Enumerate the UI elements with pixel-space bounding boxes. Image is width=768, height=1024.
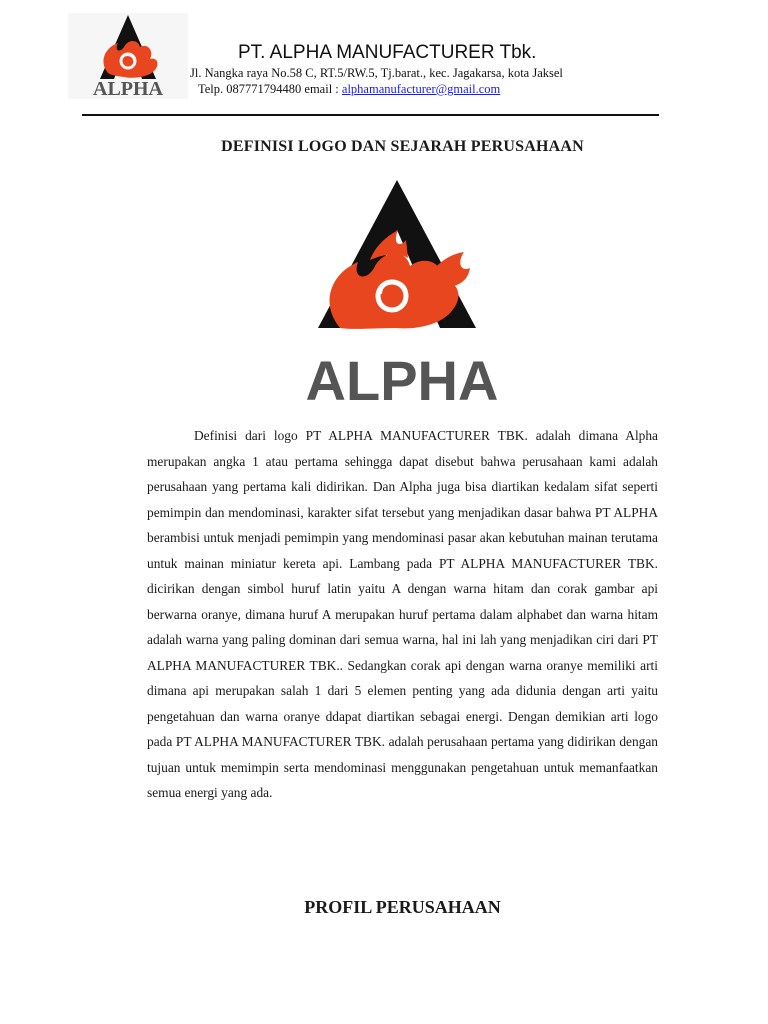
letterhead	[0, 0, 768, 120]
alpha-logo-large	[280, 178, 525, 408]
email-link[interactable]: alphamanufacturer@gmail.com	[341, 82, 501, 96]
large-logo-text: ALPHA	[305, 349, 499, 408]
phone-text: Telp. 087771794480 email :	[198, 82, 342, 96]
logo-definition-paragraph: Definisi dari logo PT ALPHA MANUFACTURER TBK. adalah dimana Alpha merupakan angka 1 atau pertama sehingga dapat disebut bahwa perusahaan kami adalah perusahaan yang pertama kali didirikan. Dan Alpha juga bisa diartikan kedalam sifat seperti pemimpin dan mendominasi, karakter sifat tersebut yang menjadikan dasar bahwa PT ALPHA berambisi untuk menjadi pemimpin yang mendominasi pasar akan kebutuhan mainan terutama untuk mainan miniatur kereta api. Lambang pada PT ALPHA MANUFACTURER TBK. dicirikan dengan simbol huruf latin yaitu A dengan warna hitam dan corak gambar api berwarna oranye, dimana huruf A merupakan huruf pertama dalam alphabet dan warna hitam adalah warna yang paling dominan dari semua warna, hal ini lah yang menjadikan ciri dari PT ALPHA MANUFACTURER TBK.. Sedangkan corak api dengan warna oranye memiliki arti dimana api merupakan salah 1 dari 5 elemen penting yang ada didunia dengan arti yaitu pengetahuan dan warna oranye ddapat diartikan sebagai energi. Dengan demikian arti logo pada PT ALPHA MANUFACTURER TBK. adalah perusahaan pertama yang didirikan dengan tujuan untuk memimpin serta mendominasi menggunakan pengetahuan untuk memanfaatkan semua energi yang ada.	[147, 428, 658, 800]
header-divider	[82, 114, 659, 116]
company-address: Jl. Nangka raya No.58 C, RT.5/RW.5, Tj.barat., kec. Jagakarsa, kota Jaksel	[190, 66, 563, 80]
alpha-logo-small	[68, 13, 188, 99]
section-title-profil: PROFIL PERUSAHAAN	[304, 897, 501, 917]
small-logo-text: ALPHA	[93, 78, 163, 99]
company-name: PT. ALPHA MANUFACTURER Tbk.	[238, 42, 537, 63]
document-title: DEFINISI LOGO DAN SEJARAH PERUSAHAAN	[221, 138, 584, 155]
company-contact	[198, 82, 500, 97]
